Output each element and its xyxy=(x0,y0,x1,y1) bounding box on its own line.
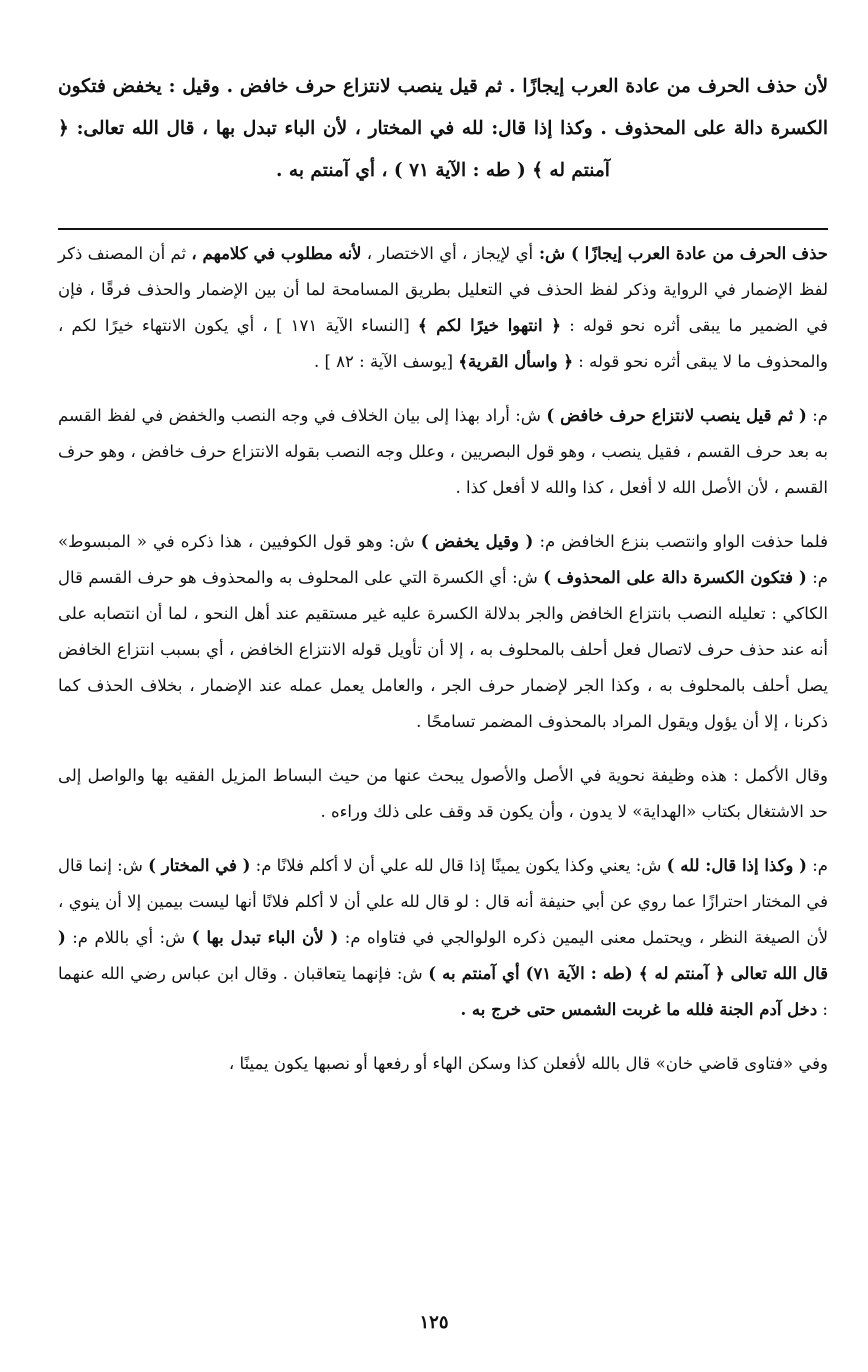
text-run: ش: فإنهما يتعاقبان . وقال ابن عباس رضي الله عنهما : xyxy=(58,964,828,1019)
commentary-paragraph xyxy=(58,848,828,1028)
page-number: ١٢٥ xyxy=(419,1312,449,1333)
text-run: وفي «فتاوى قاضي خان» قال بالله لأفعلن كذا وسكن الهاء أو رفعها أو نصبها يكون يمينًا ، xyxy=(228,1054,828,1073)
text-run: ثم أن المصنف ذكر لفظ الإضمار في الرواية وذكر لفظ الحذف في التعليل بطريق المسامحة لما أن بين الإضمار والحذف فرقًا ، فإن في الضمير ما يبقى أثره نحو قوله : xyxy=(58,244,828,335)
main-text: لأن حذف الحرف من عادة العرب إيجازًا . ثم قيل ينصب لانتزاع حرف خافض . وقيل : يخفض فتكون الكسرة دالة على المحذوف . وكذا إذا قال: لله في المختار ، لأن الباء تبدل بها ، قال الله تعالى: ﴿ آمنتم له ﴾ ( طه : الآية ٧١ ) ، أي آمنتم به . xyxy=(58,76,828,181)
bold-phrase: ( ثم قيل ينصب لانتزاع حرف خافض ) xyxy=(546,406,807,425)
commentary-paragraph xyxy=(58,1046,828,1082)
bold-phrase: ( وكذا إذا قال: لله ) xyxy=(666,856,807,875)
text-run: ش: أي الكسرة التي على المحلوف به والمحذوف هو حرف القسم قال الكاكي : تعليله النصب بانتزاع الخافض والجر بدلالة الكسرة عليه غير مستقيم عند أهل النحو ، لما أن انتصابه على أنه عند حذف حرف لاتصال فعل أحلف بالمحلوف به ، إلا أن تأويل قوله الانتزاع الخافض ، أي بسبب انتزاع الخافض يصل أحلف بالمحلوف به ، وكذا الجر لإضمار حرف الجر ، والعامل يعمل عمله عند الإضمار ، بخلاف الحذف كما ذكرنا ، إلا أن يؤول ويقول المراد بالمحذوف المضمر تسامحًا . xyxy=(58,568,828,731)
text-run: ش: أي باللام م: xyxy=(65,928,192,947)
document-page xyxy=(58,66,828,1372)
bold-phrase: ( لأن الباء تبدل بها ) xyxy=(191,928,339,947)
text-run: م: xyxy=(806,856,828,875)
bold-phrase: لأنه مطلوب في كلامهم ، xyxy=(191,244,362,263)
bold-phrase: ( قال الله تعالى ﴿ آمنتم له ﴾ (طه : الآية ٧١) أي آمنتم به ) xyxy=(58,928,828,983)
text-run: ش: يعني وكذا يكون يمينًا إذا قال لله علي أن لا أكلم فلانًا م: xyxy=(250,856,667,875)
commentary-paragraph xyxy=(58,398,828,506)
bold-phrase: حذف الحرف من عادة العرب إيجازًا ) ش: xyxy=(533,244,828,263)
commentary-paragraph xyxy=(58,236,828,380)
commentary-paragraph xyxy=(58,758,828,830)
text-run: ش: إنما قال في المختار احترازًا عما روي عن أبي حنيفة أنه قال : لو قال لله علي أن لا أكلم فلانًا أنها ليست بيمين إلا أن ينوي ، لأن الصيغة النظر ، ويحتمل معنى اليمين ذكره الولوالجي في فتاواه م: xyxy=(58,856,828,947)
commentary-paragraph xyxy=(58,524,828,740)
text-run: فلما حذفت الواو وانتصب بنزع الخافض م: xyxy=(533,532,828,551)
bold-phrase: ( في المختار ) xyxy=(148,856,251,875)
commentary xyxy=(58,236,828,1082)
text-run: [النساء الآية ١٧١ ] ، أي يكون الانتهاء خيرًا لكم ، والمحذوف ما لا يبقى أثره نحو قوله : xyxy=(58,316,828,371)
bold-phrase: ( فتكون الكسرة دالة على المحذوف ) xyxy=(543,568,807,587)
text-run: ش: أراد بهذا إلى بيان الخلاف في وجه النصب والخفض في لفظ القسم به بعد حرف القسم ، فقيل ينصب ، وهو قول البصريين ، وعلل وجه النصب بقوله الانتزاع حرف خافض ، وهو حرف القسم ، لأن الأصل الله لا أفعل ، كذا والله لا أفعل كذا . xyxy=(58,406,828,497)
divider-rule xyxy=(58,228,828,230)
text-run: وقال الأكمل : هذه وظيفة نحوية في الأصل والأصول يبحث عنها من حيث البساط المزيل الفقيه بها والواصل إلى حد الاشتغال بكتاب «الهداية» لا يدون ، وأن يكون قد وقف على ذلك وراءه . xyxy=(58,766,828,821)
bold-phrase: ﴿ واسأل القرية﴾ xyxy=(458,352,574,371)
text-run: أي لإيجاز ، أي الاختصار ، xyxy=(361,244,534,263)
text-run: ش: وهو قول الكوفيين ، هذا ذكره في « المبسوط» م: xyxy=(58,532,828,587)
bold-phrase: ﴿ انتهوا خيرًا لكم ﴾ xyxy=(417,316,561,335)
bold-phrase: ( وقيل يخفض ) xyxy=(420,532,534,551)
bold-phrase: دخل آدم الجنة فلله ما غربت الشمس حتى خرج به . xyxy=(460,1000,818,1019)
text-run: م: xyxy=(806,406,828,425)
text-run: [يوسف الآية : ٨٢ ] . xyxy=(313,352,459,371)
